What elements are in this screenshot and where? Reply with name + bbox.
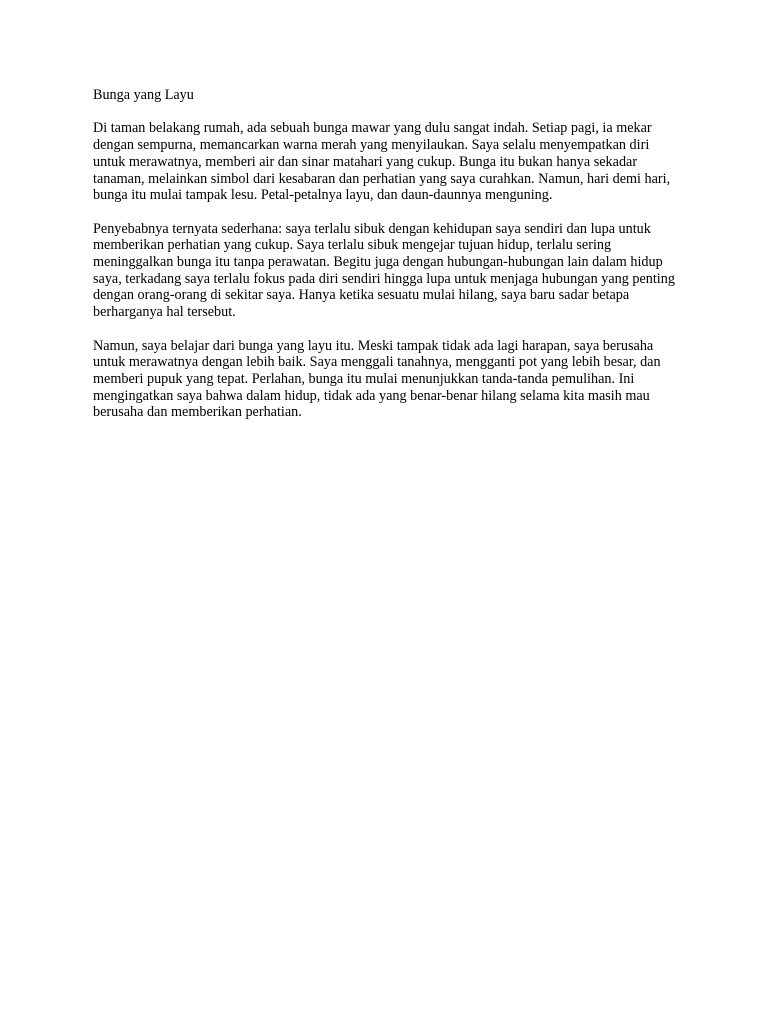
paragraph-1: Di taman belakang rumah, ada sebuah bunga mawar yang dulu sangat indah. Setiap pagi, ia mekar dengan sempurna, memancarkan warna merah yang menyilaukan. Saya selalu menyempatkan diri untuk merawatnya, memberi air dan sinar matahari yang cukup. Bunga itu bukan hanya sekadar tanaman, melainkan simbol dari kesabaran dan perhatian yang saya curahkan. Namun, hari demi hari, bunga itu mulai tampak lesu. Petal-petalnya layu, dan daun-daunnya menguning.: [93, 120, 671, 204]
document-body: [93, 87, 677, 438]
document-title: Bunga yang Layu: [93, 87, 194, 103]
paragraph-3: Namun, saya belajar dari bunga yang layu itu. Meski tampak tidak ada lagi harapan, saya berusaha untuk merawatnya dengan lebih baik. Saya menggali tanahnya, mengganti pot yang lebih besar, dan memberi pupuk yang tepat. Perlahan, bunga itu mulai menunjukkan tanda-tanda pemulihan. Ini mengingatkan saya bahwa dalam hidup, tidak ada yang benar-benar hilang selama kita masih mau berusaha dan memberikan perhatian.: [93, 337, 661, 421]
paragraph-2: Penyebabnya ternyata sederhana: saya terlalu sibuk dengan kehidupan saya sendiri dan lupa untuk memberikan perhatian yang cukup. Saya terlalu sibuk mengejar tujuan hidup, terlalu sering meninggalkan bunga itu tanpa perawatan. Begitu juga dengan hubungan-hubungan lain dalam hidup saya, terkadang saya terlalu fokus pada diri sendiri hingga lupa untuk menjaga hubungan yang penting dengan orang-orang di sekitar saya. Hanya ketika sesuatu mulai hilang, saya baru sadar betapa berharganya hal tersebut.: [93, 220, 675, 321]
